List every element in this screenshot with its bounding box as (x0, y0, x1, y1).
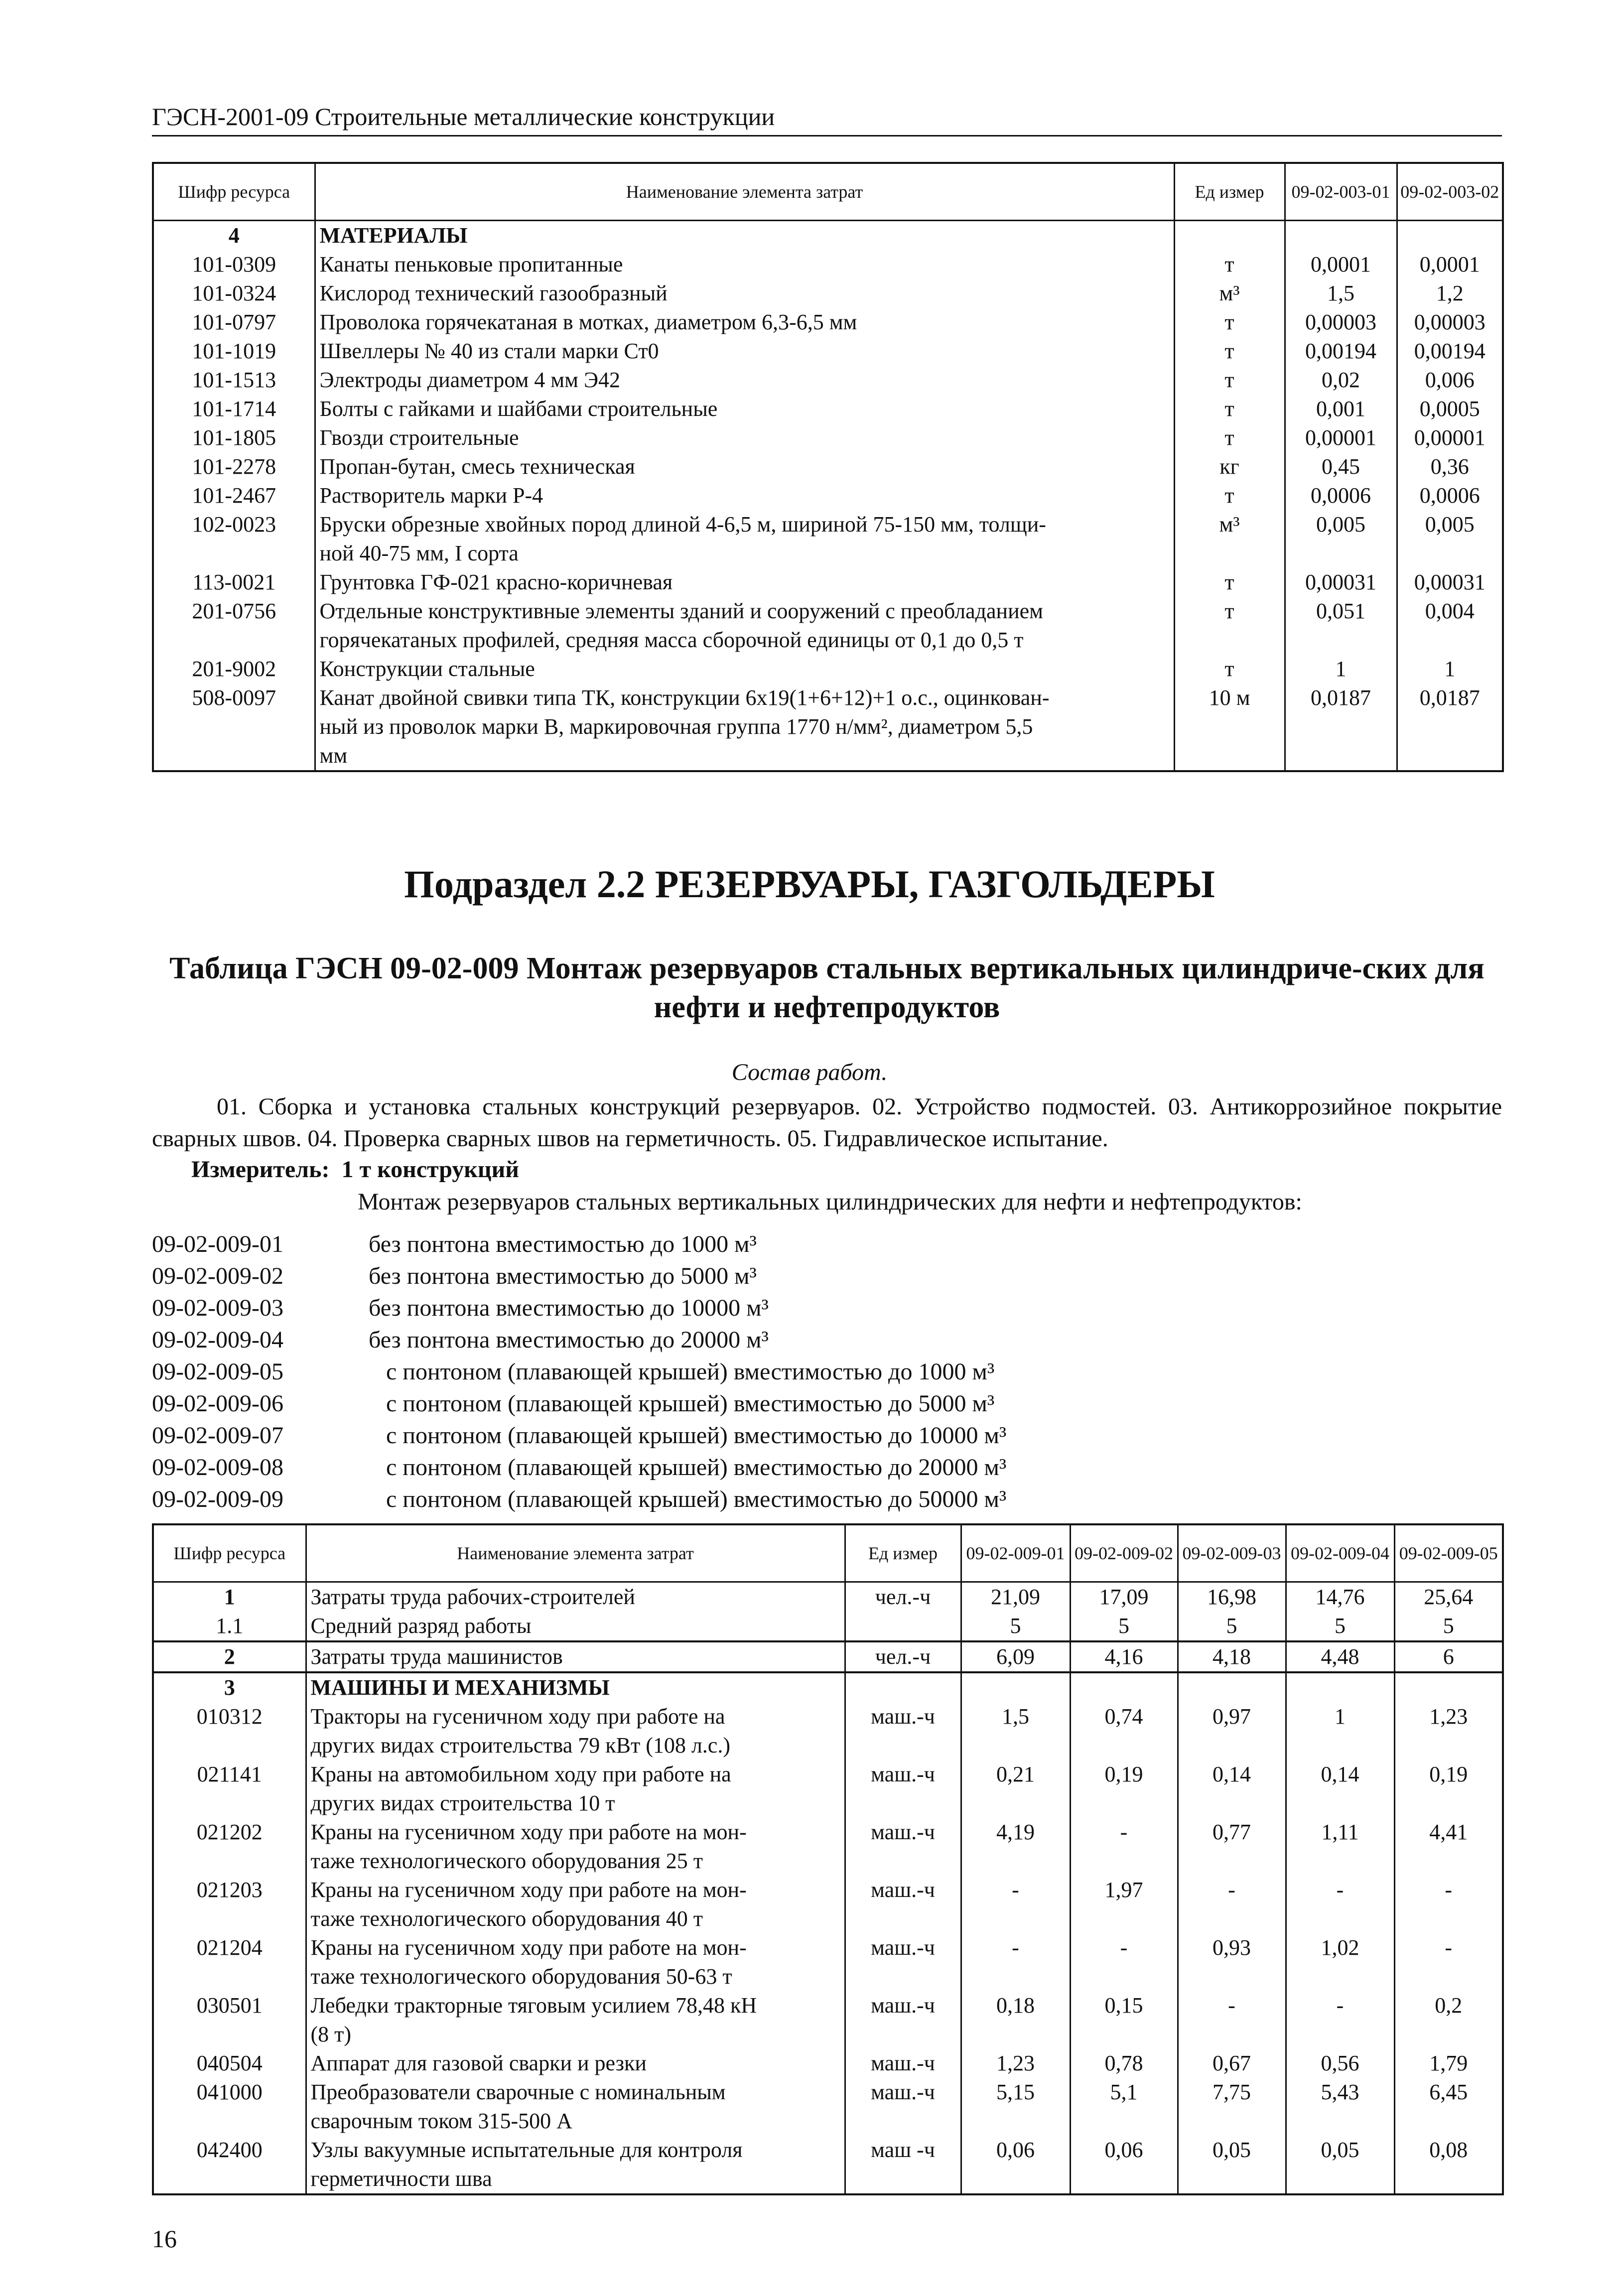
value-cell: 0,08 (1394, 2136, 1503, 2194)
work-description: без понтона вместимостью до 20000 м³ (369, 1327, 769, 1353)
resource-name: Болты с гайками и шайбами строительные (315, 395, 1174, 423)
column-header: 09-02-009-02 (1070, 1524, 1178, 1582)
resource-name: Затраты труда рабочих-строителей (306, 1582, 845, 1612)
value-cell: - (961, 1933, 1070, 1991)
materials-table (152, 162, 1504, 772)
value-cell: 0,0006 (1285, 481, 1397, 510)
value-cell: 1,97 (1070, 1876, 1178, 1933)
resource-code: 040504 (153, 2049, 306, 2078)
value-cell: 0,004 (1397, 597, 1503, 655)
unit: т (1174, 568, 1285, 597)
value-cell: 1 (1397, 655, 1503, 683)
resource-code: 1 (153, 1582, 306, 1612)
works-list-item (152, 1326, 1502, 1353)
work-code: 09-02-009-01 (152, 1231, 283, 1257)
table-row (153, 1582, 1503, 1612)
table-row (153, 1641, 1503, 1672)
resource-code: 101-2467 (153, 481, 315, 510)
resource-code: 113-0021 (153, 568, 315, 597)
value-cell: 0,19 (1394, 1760, 1503, 1818)
resource-code: 2 (153, 1641, 306, 1672)
measure (191, 1156, 531, 1183)
value-cell: 16,98 (1178, 1582, 1286, 1612)
resource-code: 021203 (153, 1876, 306, 1933)
table-row (153, 1702, 1503, 1760)
resource-code: 201-9002 (153, 655, 315, 683)
value-cell: 5 (1178, 1612, 1286, 1641)
resource-name: Тракторы на гусеничном ходу при работе на других видах строительства 79 кВт (108 л.с.) (306, 1702, 845, 1760)
unit: маш.-ч (845, 1760, 961, 1818)
value-cell (1070, 1672, 1178, 1702)
work-description: с понтоном (плавающей крышей) вместимостью до 1000 м³ (386, 1358, 995, 1385)
value-cell (1285, 221, 1397, 251)
table-row (153, 366, 1503, 395)
value-cell: 0,2 (1394, 1991, 1503, 2049)
page-number: 16 (152, 2225, 177, 2253)
running-header: ГЭСН-2001-09 Строительные металлические конструкции (152, 102, 1502, 136)
value-cell: 0,00003 (1397, 308, 1503, 337)
measure-label: Измеритель: (191, 1156, 330, 1183)
value-cell (1286, 1672, 1394, 1702)
resource-code: 3 (153, 1672, 306, 1702)
works-text: 01. Сборка и установка стальных конструкций резервуаров. 02. Устройство подмостей. 03. Антикоррозийное покрытие сварных швов. 04. Проверка сварных швов на герметичность. 05. Гидравлическое испытание. (152, 1093, 1502, 1152)
unit: маш.-ч (845, 1818, 961, 1876)
work-description: без понтона вместимостью до 5000 м³ (369, 1263, 757, 1289)
value-cell: 0,00031 (1285, 568, 1397, 597)
value-cell: 0,19 (1070, 1760, 1178, 1818)
resource-code: 101-2278 (153, 452, 315, 481)
value-cell: - (1394, 1876, 1503, 1933)
resource-code: 021202 (153, 1818, 306, 1876)
value-cell: 1,5 (1285, 279, 1397, 308)
value-cell: 1,5 (961, 1702, 1070, 1760)
column-header: 09-02-009-03 (1178, 1524, 1286, 1582)
resource-code: 101-1714 (153, 395, 315, 423)
resource-code: 021204 (153, 1933, 306, 1991)
table-row (153, 337, 1503, 366)
value-cell: 0,93 (1178, 1933, 1286, 1991)
value-cell: 21,09 (961, 1582, 1070, 1612)
value-cell: 0,02 (1285, 366, 1397, 395)
value-cell (961, 1672, 1070, 1702)
table-row (153, 308, 1503, 337)
work-description: с понтоном (плавающей крышей) вместимостью до 50000 м³ (386, 1486, 1007, 1512)
work-description: без понтона вместимостью до 10000 м³ (369, 1295, 769, 1321)
resource-name: Краны на гусеничном ходу при работе на мон- таже технологического оборудования 40 т (306, 1876, 845, 1933)
resource-code: 4 (153, 221, 315, 251)
value-cell: 0,77 (1178, 1818, 1286, 1876)
resource-name: Конструкции стальные (315, 655, 1174, 683)
value-cell: 0,00194 (1397, 337, 1503, 366)
table-row (153, 481, 1503, 510)
resource-code: 101-1019 (153, 337, 315, 366)
value-cell: 0,36 (1397, 452, 1503, 481)
value-cell: 4,48 (1286, 1641, 1394, 1672)
work-code: 09-02-009-02 (152, 1263, 283, 1289)
value-cell: 5 (1286, 1612, 1394, 1641)
work-description: без понтона вместимостью до 1000 м³ (369, 1231, 757, 1257)
value-cell: 0,00031 (1397, 568, 1503, 597)
value-cell: 0,0187 (1397, 683, 1503, 771)
value-cell: 0,56 (1286, 2049, 1394, 2078)
resources-table (152, 1523, 1504, 2195)
value-cell: 0,67 (1178, 2049, 1286, 2078)
work-code: 09-02-009-06 (152, 1390, 283, 1417)
value-cell (1397, 221, 1503, 251)
work-code: 09-02-009-08 (152, 1454, 283, 1481)
table-row (153, 683, 1503, 771)
resource-name: Грунтовка ГФ-021 красно-коричневая (315, 568, 1174, 597)
works-list-item (152, 1230, 1502, 1258)
value-cell: 0,14 (1286, 1760, 1394, 1818)
works-list-item (152, 1486, 1502, 1513)
unit: маш.-ч (845, 1702, 961, 1760)
value-cell: 6,09 (961, 1641, 1070, 1672)
unit: маш.-ч (845, 2049, 961, 2078)
unit: т (1174, 337, 1285, 366)
resource-code: 010312 (153, 1702, 306, 1760)
resource-code: 101-0797 (153, 308, 315, 337)
works-list-item (152, 1422, 1502, 1449)
resource-code: 1.1 (153, 1612, 306, 1641)
column-header: Ед измер (1174, 163, 1285, 221)
unit: т (1174, 655, 1285, 683)
resource-name: МАШИНЫ И МЕХАНИЗМЫ (306, 1672, 845, 1702)
works-list-item (152, 1358, 1502, 1385)
value-cell: 1,11 (1286, 1818, 1394, 1876)
unit: т (1174, 423, 1285, 452)
table-row (153, 250, 1503, 279)
value-cell: 0,05 (1286, 2136, 1394, 2194)
resource-name: Канат двойной свивки типа ТК, конструкции 6х19(1+6+12)+1 о.с., оцинкован- ный из проволок марки В, маркировочная группа 1770 н/мм², диаметром 5,5 мм (315, 683, 1174, 771)
value-cell: 5 (1070, 1612, 1178, 1641)
value-cell: 0,06 (961, 2136, 1070, 2194)
value-cell: 0,051 (1285, 597, 1397, 655)
resource-name: Бруски обрезные хвойных пород длиной 4-6,5 м, шириной 75-150 мм, толщи- ной 40-75 мм, I сорта (315, 510, 1174, 568)
value-cell: - (1178, 1991, 1286, 2049)
table-row (153, 1876, 1503, 1933)
table-row (153, 1612, 1503, 1641)
resource-name: Лебедки тракторные тяговым усилием 78,48 кН (8 т) (306, 1991, 845, 2049)
unit: т (1174, 308, 1285, 337)
value-cell: 0,006 (1397, 366, 1503, 395)
work-code: 09-02-009-05 (152, 1358, 283, 1385)
resource-name: Отдельные конструктивные элементы зданий и сооружений с преобладанием горячекатаных профилей, средняя масса сборочной единицы от 0,1 до 0,5 т (315, 597, 1174, 655)
value-cell: 5 (961, 1612, 1070, 1641)
value-cell: 0,18 (961, 1991, 1070, 2049)
value-cell: 5 (1394, 1612, 1503, 1641)
resource-name: Кислород технический газообразный (315, 279, 1174, 308)
resource-name: Краны на гусеничном ходу при работе на мон- таже технологического оборудования 25 т (306, 1818, 845, 1876)
value-cell: 7,75 (1178, 2078, 1286, 2136)
value-cell: 6,45 (1394, 2078, 1503, 2136)
value-cell: 0,97 (1178, 1702, 1286, 1760)
unit: маш.-ч (845, 1876, 961, 1933)
column-header: 09-02-009-05 (1394, 1524, 1503, 1582)
value-cell: 0,0006 (1397, 481, 1503, 510)
resource-code: 042400 (153, 2136, 306, 2194)
column-header: Ед измер (845, 1524, 961, 1582)
value-cell: 14,76 (1286, 1582, 1394, 1612)
table-header-row (153, 1524, 1503, 1582)
value-cell: - (1070, 1818, 1178, 1876)
work-code: 09-02-009-04 (152, 1327, 283, 1353)
resource-name: Канаты пеньковые пропитанные (315, 250, 1174, 279)
value-cell: 0,05 (1178, 2136, 1286, 2194)
column-header: 09-02-009-04 (1286, 1524, 1394, 1582)
resource-code: 101-0309 (153, 250, 315, 279)
value-cell: 1 (1285, 655, 1397, 683)
unit: чел.-ч (845, 1582, 961, 1612)
value-cell: 4,18 (1178, 1641, 1286, 1672)
work-description: с понтоном (плавающей крышей) вместимостью до 10000 м³ (386, 1422, 1007, 1449)
value-cell: 0,21 (961, 1760, 1070, 1818)
resource-code: 101-1513 (153, 366, 315, 395)
column-header: Наименование элемента затрат (306, 1524, 845, 1582)
column-header: 09-02-003-01 (1285, 163, 1397, 221)
resource-code: 101-0324 (153, 279, 315, 308)
resource-name: Растворитель марки Р-4 (315, 481, 1174, 510)
works-list-item (152, 1294, 1502, 1322)
value-cell: 4,16 (1070, 1641, 1178, 1672)
value-cell: 5,15 (961, 2078, 1070, 2136)
table-row (153, 1760, 1503, 1818)
unit (845, 1672, 961, 1702)
unit: т (1174, 395, 1285, 423)
resource-name: Средний разряд работы (306, 1612, 845, 1641)
table-title: Таблица ГЭСН 09-02-009 Монтаж резервуаров стальных вертикальных цилиндриче-ских для нефти и нефтепродуктов (169, 951, 1484, 1024)
unit: маш.-ч (845, 1991, 961, 2049)
table-row (153, 1991, 1503, 2049)
value-cell: 1,23 (961, 2049, 1070, 2078)
value-cell: 17,09 (1070, 1582, 1178, 1612)
table-row (153, 2049, 1503, 2078)
work-code: 09-02-009-09 (152, 1486, 283, 1512)
resource-code: 041000 (153, 2078, 306, 2136)
value-cell: - (1286, 1991, 1394, 2049)
resource-name: Швеллеры № 40 из стали марки Ст0 (315, 337, 1174, 366)
resource-code: 201-0756 (153, 597, 315, 655)
table-row (153, 568, 1503, 597)
value-cell: - (1394, 1933, 1503, 1991)
subsection-title: Подраздел 2.2 РЕЗЕРВУАРЫ, ГАЗГОЛЬДЕРЫ (404, 862, 1215, 906)
works-list-item (152, 1454, 1502, 1481)
work-description: с понтоном (плавающей крышей) вместимостью до 5000 м³ (386, 1390, 995, 1417)
value-cell: 0,005 (1285, 510, 1397, 568)
unit: т (1174, 250, 1285, 279)
resource-name: Проволока горячекатаная в мотках, диаметром 6,3-6,5 мм (315, 308, 1174, 337)
resource-name: Пропан-бутан, смесь техническая (315, 452, 1174, 481)
resource-name: Аппарат для газовой сварки и резки (306, 2049, 845, 2078)
works-list-intro: Монтаж резервуаров стальных вертикальных цилиндрических для нефти и нефтепродуктов: (358, 1189, 1302, 1215)
resource-name: Электроды диаметром 4 мм Э42 (315, 366, 1174, 395)
resource-code: 101-1805 (153, 423, 315, 452)
value-cell: 0,45 (1285, 452, 1397, 481)
resource-name: Краны на гусеничном ходу при работе на мон- таже технологического оборудования 50-63 т (306, 1933, 845, 1991)
table-row (153, 1818, 1503, 1876)
value-cell: 1 (1286, 1702, 1394, 1760)
table-row (153, 452, 1503, 481)
value-cell: - (961, 1876, 1070, 1933)
resource-name: МАТЕРИАЛЫ (315, 221, 1174, 251)
value-cell: 0,001 (1285, 395, 1397, 423)
table-row (153, 279, 1503, 308)
work-code: 09-02-009-03 (152, 1295, 283, 1321)
column-header: 09-02-009-01 (961, 1524, 1070, 1582)
value-cell: 4,19 (961, 1818, 1070, 1876)
value-cell: 0,0001 (1285, 250, 1397, 279)
value-cell: 0,14 (1178, 1760, 1286, 1818)
resource-code: 102-0023 (153, 510, 315, 568)
value-cell: 1,79 (1394, 2049, 1503, 2078)
value-cell: 5,43 (1286, 2078, 1394, 2136)
section-heading-row (153, 221, 1503, 251)
column-header: Наименование элемента затрат (315, 163, 1174, 221)
unit: чел.-ч (845, 1641, 961, 1672)
value-cell: - (1286, 1876, 1394, 1933)
unit: 10 м (1174, 683, 1285, 771)
resource-name: Узлы вакуумные испытательные для контроля герметичности шва (306, 2136, 845, 2194)
table-row (153, 423, 1503, 452)
unit: маш.-ч (845, 2078, 961, 2136)
section-heading-row (153, 1672, 1503, 1702)
unit: м³ (1174, 510, 1285, 568)
table-row (153, 395, 1503, 423)
value-cell: 0,00194 (1285, 337, 1397, 366)
works-list-item (152, 1390, 1502, 1417)
column-header: Шифр ресурса (153, 163, 315, 221)
unit (1174, 221, 1285, 251)
measure-value: 1 т конструкций (341, 1156, 519, 1183)
resource-name: Преобразователи сварочные с номинальным сварочным током 315-500 А (306, 2078, 845, 2136)
works-caption: Состав работ. (731, 1059, 888, 1085)
value-cell: 1,2 (1397, 279, 1503, 308)
value-cell: 0,0001 (1397, 250, 1503, 279)
value-cell (1394, 1672, 1503, 1702)
value-cell: 0,74 (1070, 1702, 1178, 1760)
value-cell: - (1070, 1933, 1178, 1991)
unit: т (1174, 481, 1285, 510)
value-cell: 0,00001 (1285, 423, 1397, 452)
work-description: с понтоном (плавающей крышей) вместимостью до 20000 м³ (386, 1454, 1007, 1481)
value-cell: 0,0187 (1285, 683, 1397, 771)
resource-name: Гвозди строительные (315, 423, 1174, 452)
value-cell: 0,15 (1070, 1991, 1178, 2049)
table-row (153, 2136, 1503, 2194)
table-row (153, 1933, 1503, 1991)
table-row (153, 655, 1503, 683)
value-cell: 0,00001 (1397, 423, 1503, 452)
value-cell: 0,00003 (1285, 308, 1397, 337)
works-list-item (152, 1262, 1502, 1290)
value-cell: 5,1 (1070, 2078, 1178, 2136)
unit (845, 1612, 961, 1641)
resource-name: Затраты труда машинистов (306, 1641, 845, 1672)
resource-code: 508-0097 (153, 683, 315, 771)
resource-code: 021141 (153, 1760, 306, 1818)
table-row (153, 510, 1503, 568)
table-row (153, 597, 1503, 655)
value-cell: 1,02 (1286, 1933, 1394, 1991)
unit: маш -ч (845, 2136, 961, 2194)
column-header: 09-02-003-02 (1397, 163, 1503, 221)
unit: маш.-ч (845, 1933, 961, 1991)
value-cell: 25,64 (1394, 1582, 1503, 1612)
value-cell: 4,41 (1394, 1818, 1503, 1876)
column-header: Шифр ресурса (153, 1524, 306, 1582)
value-cell: - (1178, 1876, 1286, 1933)
unit: кг (1174, 452, 1285, 481)
table-row (153, 2078, 1503, 2136)
value-cell: 0,78 (1070, 2049, 1178, 2078)
value-cell (1178, 1672, 1286, 1702)
unit: т (1174, 597, 1285, 655)
table-header-row (153, 163, 1503, 221)
value-cell: 0,06 (1070, 2136, 1178, 2194)
value-cell: 6 (1394, 1641, 1503, 1672)
work-code: 09-02-009-07 (152, 1422, 283, 1449)
value-cell: 1,23 (1394, 1702, 1503, 1760)
resource-code: 030501 (153, 1991, 306, 2049)
unit: м³ (1174, 279, 1285, 308)
unit: т (1174, 366, 1285, 395)
value-cell: 0,005 (1397, 510, 1503, 568)
value-cell: 0,0005 (1397, 395, 1503, 423)
resource-name: Краны на автомобильном ходу при работе на других видах строительства 10 т (306, 1760, 845, 1818)
